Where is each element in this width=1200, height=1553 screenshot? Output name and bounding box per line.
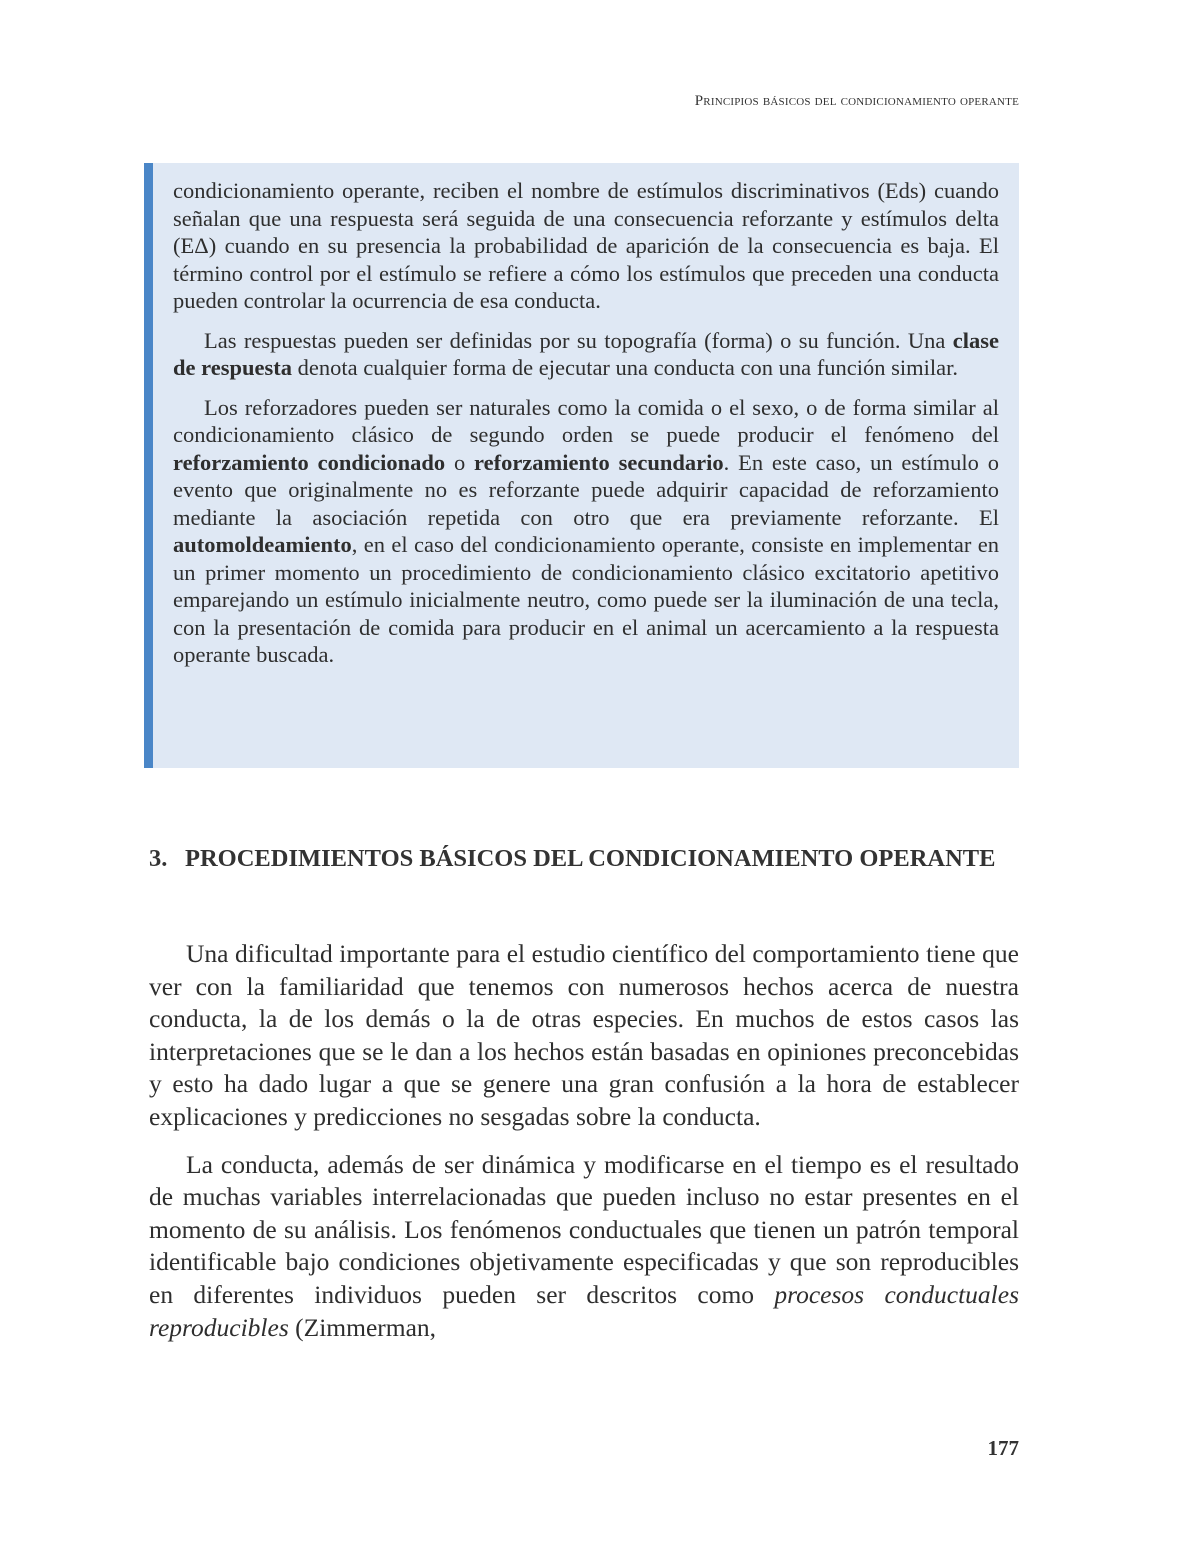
section-title: PROCEDIMIENTOS BÁSICOS DEL CONDICIONAMIENTO OPERANTE (185, 845, 996, 872)
section-heading (149, 843, 1019, 874)
summary-paragraph-1: condicionamiento operante, reciben el nombre de estímulos discriminativos (Eds) cuando señalan que una respuesta será seguida de una consecuencia reforzante y estímulos delta (EΔ) cuando en su presencia la probabilidad de aparición de la consecuencia es baja. El término control por el estímulo se refiere a cómo los estímulos que preceden una conducta pueden controlar la ocurrencia de esa conducta. (173, 178, 999, 313)
body-text (149, 938, 1019, 1344)
emphasis-term: procesos conductuales reproducibles (149, 1279, 1019, 1342)
key-term: automoldeamiento (173, 532, 352, 557)
text-run: Las respuestas pueden ser definidas por su topografía (forma) o su función. Una (204, 327, 953, 353)
text-run: denota cualquier forma de ejecutar una conducta con una función similar. (291, 355, 958, 380)
key-term: reforzamiento condicionado (173, 449, 446, 475)
text-run: La conducta, además de ser dinámica y modificarse en el tiempo es el resultado de muchas variables interrelacionadas que pueden incluso no estar presentes en el momento de su análisis. Los fenómenos conductuales que tienen un patrón temporal identificable bajo condiciones objetivamente especificadas y que son reproducibles en diferentes individuos pueden ser descritos como (149, 1149, 1019, 1309)
summary-box (144, 163, 1019, 768)
text-run: o (445, 449, 475, 475)
text-run: , en el caso del condicionamiento operante, consiste en implementar en un primer momento un procedimiento de condicionamiento clásico excitatorio apetitivo emparejando un estímulo inicialmente neutro, como puede ser la iluminación de una tecla, con la presentación de comida para producir en el animal un acercamiento a la respuesta operante buscada. (173, 532, 999, 667)
body-paragraph-2 (149, 1149, 1019, 1345)
key-term: reforzamiento secundario (474, 449, 724, 475)
key-term: clase de respuesta (173, 327, 999, 380)
text-run: (Zimmerman, (288, 1312, 437, 1342)
running-header: Principios básicos del condicionamiento operante (694, 93, 1019, 109)
text-run: Los reforzadores pueden ser naturales como la comida o el sexo, o de forma similar al condicionamiento clásico de segundo orden se puede producir el fenómeno del (173, 394, 999, 447)
section-number: 3. (149, 845, 168, 872)
summary-paragraph-2 (173, 327, 999, 382)
body-paragraph-1: Una dificultad importante para el estudio científico del comportamiento tiene que ver con la familiaridad que tenemos con numerosos hechos acerca de nuestra conducta, la de los demás o la de otras especies. En muchos de estos casos las interpretaciones que se le dan a los hechos están basadas en opiniones preconcebidas y esto ha dado lugar a que se genere una gran confusión a la hora de establecer explicaciones y predicciones no sesgadas sobre la conducta. (149, 939, 1019, 1131)
text-run: . En este caso, un estímulo o evento que originalmente no es reforzante puede adquirir capacidad de reforzamiento mediante la asociación repetida con otro que era previamente reforzante. El (173, 449, 999, 530)
summary-paragraph-3 (173, 394, 999, 669)
page-number: 177 (987, 1436, 1019, 1460)
